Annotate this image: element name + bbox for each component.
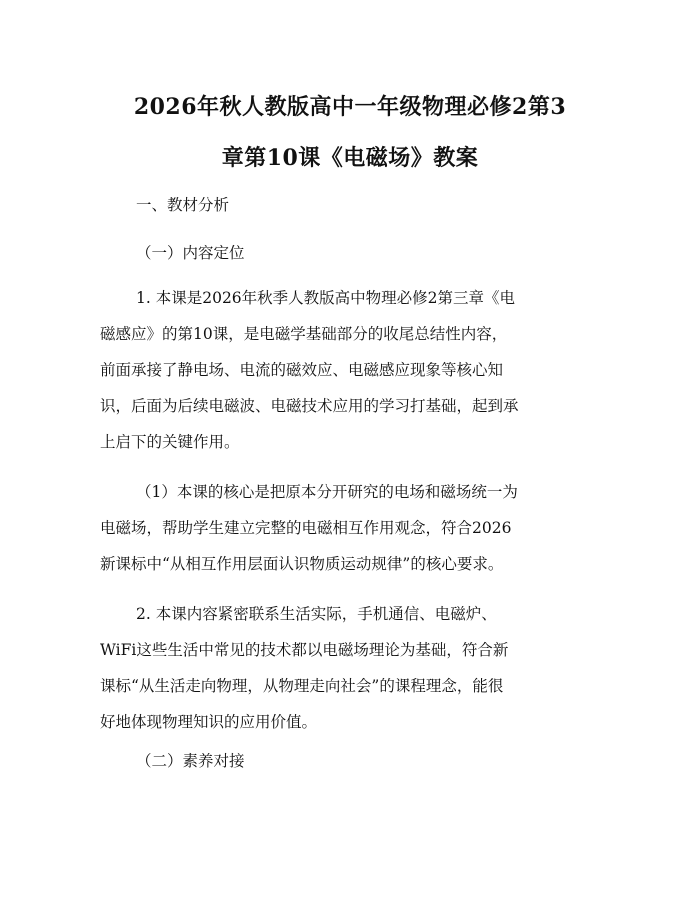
paragraph-3-line: 课标“从生活走向物理，从物理走向社会”的课程理念，能很	[100, 677, 504, 695]
paragraph-3-line: WiFi这些生活中常见的技术都以电磁场理论为基础，符合新	[100, 641, 509, 659]
paragraph-2	[100, 474, 600, 582]
section-heading-teaching-material-analysis: 一、教材分析	[136, 196, 230, 214]
paragraph-2-line: 电磁场，帮助学生建立完整的电磁相互作用观念，符合2026	[100, 519, 512, 537]
paragraph-3	[100, 596, 600, 740]
paragraph-1-line: 上启下的关键作用。	[100, 433, 240, 451]
paragraph-2-line: （1）本课的核心是把原本分开研究的电场和磁场统一为	[136, 483, 518, 501]
subsection-heading-content-positioning: （一）内容定位	[136, 244, 245, 262]
paragraph-2-line: 新课标中“从相互作用层面认识物质运动规律”的核心要求。	[100, 555, 504, 573]
paragraph-1-line: 磁感应》的第10课，是电磁学基础部分的收尾总结性内容，	[100, 325, 508, 343]
paragraph-3-line: 好地体现物理知识的应用价值。	[100, 713, 318, 731]
paragraph-1-line: 识，后面为后续电磁波、电磁技术应用的学习打基础，起到承	[100, 397, 519, 415]
paragraph-1-line: 前面承接了静电场、电流的磁效应、电磁感应现象等核心知	[100, 361, 504, 379]
document-title-line-1: 2026年秋人教版高中一年级物理必修2第3	[133, 94, 567, 120]
subsection-heading-competency-alignment: （二）素养对接	[136, 752, 245, 770]
paragraph-1	[100, 280, 600, 460]
document-title-line-2: 章第10课《电磁场》教案	[221, 145, 479, 171]
paragraph-1-line: 1. 本课是2026年秋季人教版高中物理必修2第三章《电	[136, 289, 516, 307]
paragraph-3-line: 2. 本课内容紧密联系生活实际，手机通信、电磁炉、	[136, 605, 497, 623]
